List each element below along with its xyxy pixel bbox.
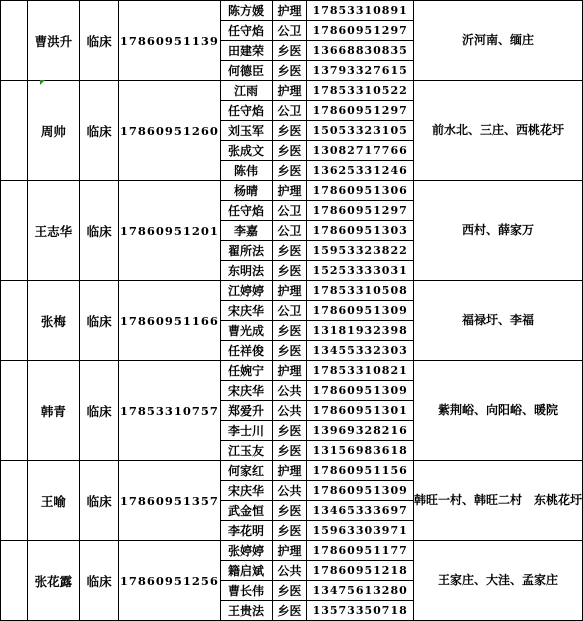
service-area-cell: 王家庄、大洼、孟家庄	[413, 541, 582, 621]
member-phone-cell: 17853310508	[307, 281, 414, 301]
member-role-cell: 护理	[272, 361, 307, 381]
member-phone-cell: 17860951303	[307, 221, 414, 241]
member-role-cell: 护理	[272, 541, 307, 561]
row-gutter	[1, 361, 28, 461]
row-gutter	[1, 81, 28, 181]
member-phone-cell: 13455332303	[307, 341, 414, 361]
table-row	[1, 541, 583, 561]
member-role-cell: 护理	[272, 181, 307, 201]
doctor-name-cell: 周帅	[27, 81, 80, 181]
member-role-cell: 乡医	[272, 161, 307, 181]
doctor-phone-cell: 17853310757	[119, 361, 220, 461]
table-row	[1, 81, 583, 101]
row-gutter	[1, 541, 28, 621]
member-name-cell: 刘玉军	[220, 121, 272, 141]
member-name-cell: 王贵法	[220, 601, 272, 621]
member-phone-cell: 15963303971	[307, 521, 414, 541]
member-phone-cell: 15253333031	[307, 261, 414, 281]
member-role-cell: 乡医	[272, 121, 307, 141]
member-phone-cell: 13573350718	[307, 601, 414, 621]
member-name-cell: 田建荣	[220, 41, 272, 61]
member-phone-cell: 17853310821	[307, 361, 414, 381]
service-area-cell: 紫荆峪、向阳峪、暖院	[413, 361, 582, 461]
member-role-cell: 护理	[272, 81, 307, 101]
service-area-cell: 西村、薛家万	[413, 181, 582, 281]
member-phone-cell: 13625331246	[307, 161, 414, 181]
member-role-cell: 乡医	[272, 41, 307, 61]
service-area-cell: 沂河南、缅庄	[413, 1, 582, 81]
service-area-cell: 前水北、三庄、西桃花圩	[413, 81, 582, 181]
member-role-cell: 公共	[272, 401, 307, 421]
member-phone-cell: 15053323105	[307, 121, 414, 141]
member-name-cell: 籍启斌	[220, 561, 272, 581]
member-name-cell: 李花明	[220, 521, 272, 541]
member-role-cell: 乡医	[272, 321, 307, 341]
member-name-cell: 江婷婷	[220, 281, 272, 301]
member-role-cell: 乡医	[272, 501, 307, 521]
member-name-cell: 东明法	[220, 261, 272, 281]
table-row	[1, 1, 583, 21]
table-row	[1, 281, 583, 301]
member-name-cell: 郑爱升	[220, 401, 272, 421]
member-name-cell: 江玉友	[220, 441, 272, 461]
member-role-cell: 乡医	[272, 601, 307, 621]
doctor-name-cell: 张花露	[27, 541, 80, 621]
department-cell: 临床	[80, 81, 119, 181]
doctor-name-cell: 韩青	[27, 361, 80, 461]
member-phone-cell: 15953323822	[307, 241, 414, 261]
member-phone-cell: 13181932398	[307, 321, 414, 341]
table-row	[1, 461, 583, 481]
member-name-cell: 何家红	[220, 461, 272, 481]
department-cell: 临床	[80, 541, 119, 621]
member-name-cell: 任守焰	[220, 101, 272, 121]
member-phone-cell: 17860951309	[307, 301, 414, 321]
doctor-name-cell: 王喻	[27, 461, 80, 541]
member-role-cell: 护理	[272, 1, 307, 21]
member-name-cell: 曹长伟	[220, 581, 272, 601]
member-name-cell: 陈方媛	[220, 1, 272, 21]
member-role-cell: 乡医	[272, 61, 307, 81]
member-phone-cell: 17860951309	[307, 381, 414, 401]
member-phone-cell: 13465333697	[307, 501, 414, 521]
member-role-cell: 公卫	[272, 221, 307, 241]
member-role-cell: 乡医	[272, 441, 307, 461]
member-phone-cell: 17853310891	[307, 1, 414, 21]
member-role-cell: 公共	[272, 381, 307, 401]
member-phone-cell: 13793327615	[307, 61, 414, 81]
doctor-phone-cell: 17860951357	[119, 461, 220, 541]
member-name-cell: 任婉宁	[220, 361, 272, 381]
member-role-cell: 公卫	[272, 101, 307, 121]
member-phone-cell: 13082717766	[307, 141, 414, 161]
member-phone-cell: 17860951156	[307, 461, 414, 481]
table-row	[1, 361, 583, 381]
member-name-cell: 李嘉	[220, 221, 272, 241]
table-row	[1, 181, 583, 201]
member-role-cell: 公卫	[272, 21, 307, 41]
doctor-name-cell: 王志华	[27, 181, 80, 281]
member-role-cell: 护理	[272, 461, 307, 481]
department-cell: 临床	[80, 1, 119, 81]
doctor-phone-cell: 17860951166	[119, 281, 220, 361]
member-role-cell: 乡医	[272, 341, 307, 361]
member-phone-cell: 17860951306	[307, 181, 414, 201]
member-role-cell: 乡医	[272, 241, 307, 261]
member-name-cell: 李士川	[220, 421, 272, 441]
member-name-cell: 张成文	[220, 141, 272, 161]
department-cell: 临床	[80, 461, 119, 541]
member-phone-cell: 17860951309	[307, 481, 414, 501]
member-name-cell: 杨晴	[220, 181, 272, 201]
doctor-name-cell: 张梅	[27, 281, 80, 361]
member-name-cell: 任祥俊	[220, 341, 272, 361]
member-phone-cell: 13668830835	[307, 41, 414, 61]
doctor-phone-cell: 17860951260	[119, 81, 220, 181]
member-phone-cell: 17860951218	[307, 561, 414, 581]
member-name-cell: 宋庆华	[220, 481, 272, 501]
member-name-cell: 陈伟	[220, 161, 272, 181]
service-area-cell: 福禄圩、李福	[413, 281, 582, 361]
department-cell: 临床	[80, 181, 119, 281]
cell-comment-marker	[40, 80, 45, 85]
department-cell: 临床	[80, 281, 119, 361]
member-role-cell: 公卫	[272, 201, 307, 221]
row-gutter	[1, 1, 28, 81]
member-name-cell: 翟所法	[220, 241, 272, 261]
row-gutter	[1, 181, 28, 281]
member-phone-cell: 17860951297	[307, 21, 414, 41]
member-phone-cell: 17860951297	[307, 201, 414, 221]
member-name-cell: 武金恒	[220, 501, 272, 521]
member-name-cell: 宋庆华	[220, 301, 272, 321]
member-name-cell: 任守焰	[220, 201, 272, 221]
member-phone-cell: 17853310522	[307, 81, 414, 101]
member-name-cell: 宋庆华	[220, 381, 272, 401]
member-name-cell: 曹光成	[220, 321, 272, 341]
member-role-cell: 乡医	[272, 261, 307, 281]
member-role-cell: 乡医	[272, 141, 307, 161]
member-role-cell: 乡医	[272, 581, 307, 601]
doctor-phone-cell: 17860951201	[119, 181, 220, 281]
member-name-cell: 何德臣	[220, 61, 272, 81]
member-phone-cell: 17860951177	[307, 541, 414, 561]
member-role-cell: 乡医	[272, 521, 307, 541]
member-role-cell: 乡医	[272, 421, 307, 441]
member-role-cell: 公共	[272, 481, 307, 501]
member-role-cell: 护理	[272, 281, 307, 301]
service-area-cell: 韩旺一村、韩旺二村 东桃花圩	[413, 461, 582, 541]
member-name-cell: 任守焰	[220, 21, 272, 41]
department-cell: 临床	[80, 361, 119, 461]
member-role-cell: 公卫	[272, 301, 307, 321]
member-role-cell: 公共	[272, 561, 307, 581]
row-gutter	[1, 461, 28, 541]
doctor-phone-cell: 17860951139	[119, 1, 220, 81]
member-phone-cell: 13475613280	[307, 581, 414, 601]
member-phone-cell: 13156983618	[307, 441, 414, 461]
roster-body	[1, 1, 583, 621]
member-phone-cell: 17860951301	[307, 401, 414, 421]
member-phone-cell: 13969328216	[307, 421, 414, 441]
doctor-name-cell: 曹洪升	[27, 1, 80, 81]
doctor-phone-cell: 17860951256	[119, 541, 220, 621]
member-phone-cell: 17860951297	[307, 101, 414, 121]
member-name-cell: 江雨	[220, 81, 272, 101]
member-name-cell: 张婷婷	[220, 541, 272, 561]
row-gutter	[1, 281, 28, 361]
